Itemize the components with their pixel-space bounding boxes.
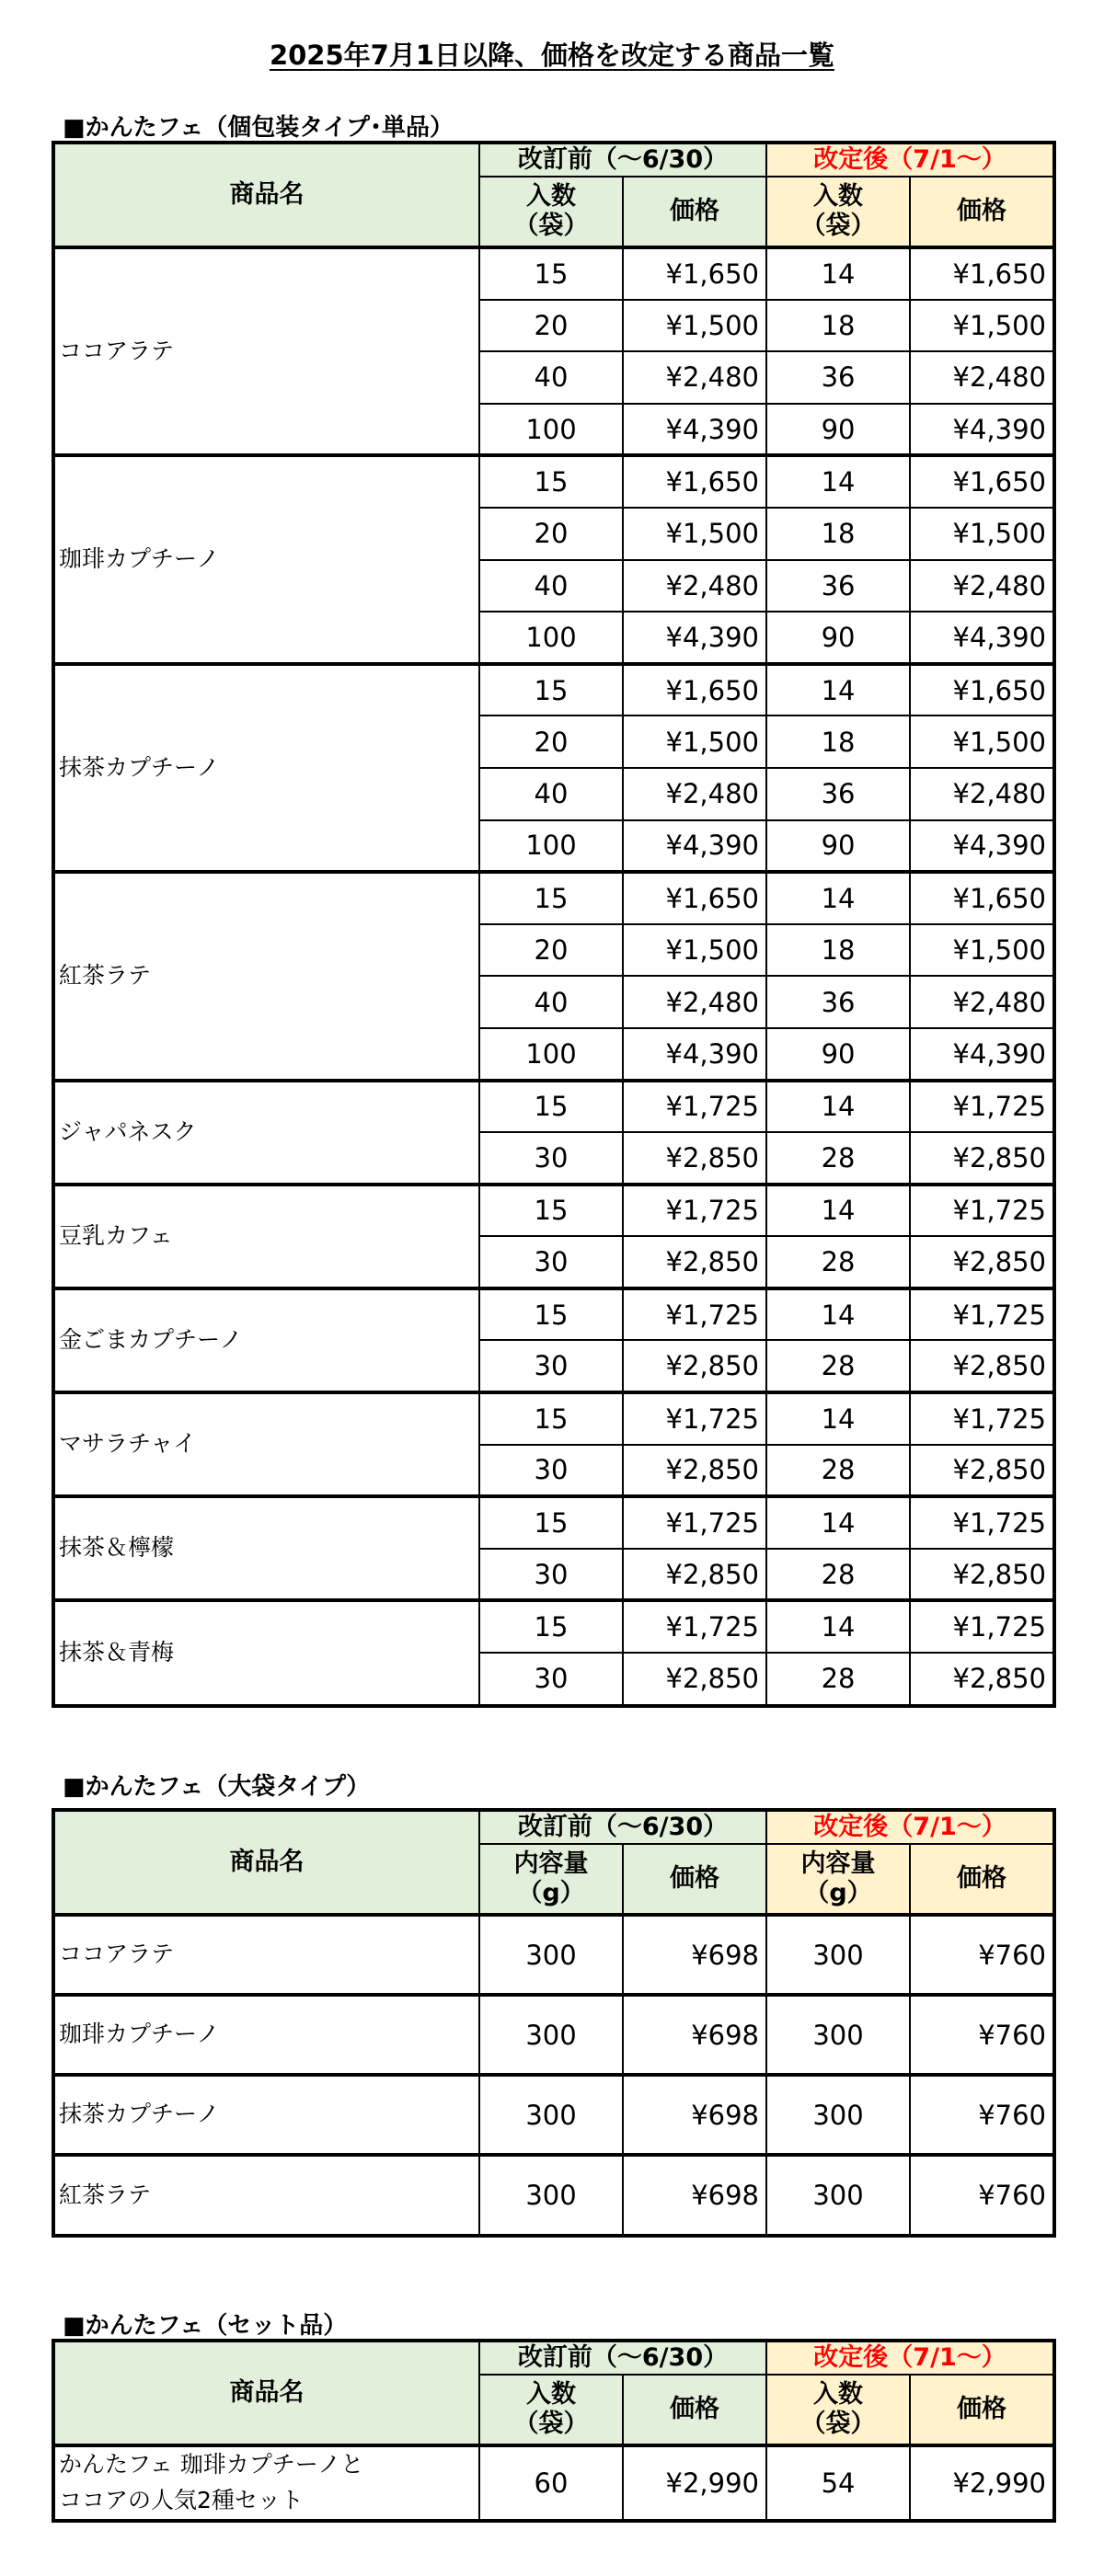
price-after-cell: ¥2,480 — [910, 560, 1053, 613]
qty-after-cell: 14 — [766, 247, 910, 300]
column-header-product-name: 商品名 — [54, 2341, 479, 2445]
qty-after-cell: 14 — [766, 1185, 910, 1237]
price-before-cell: ¥1,650 — [623, 872, 766, 924]
column-header-price-after: 価格 — [910, 2375, 1053, 2445]
column-header-product-name: 商品名 — [54, 143, 479, 247]
column-header-qty-before: 内容量 （g） — [479, 1844, 623, 1915]
qty-after-cell: 18 — [766, 508, 910, 560]
price-before-cell: ¥1,650 — [623, 247, 766, 300]
qty-before-cell: 15 — [479, 1600, 623, 1653]
qty-before-cell: 15 — [479, 455, 623, 508]
price-after-cell: ¥1,725 — [910, 1496, 1053, 1549]
price-before-cell: ¥1,725 — [623, 1600, 766, 1653]
price-before-cell: ¥1,725 — [623, 1288, 766, 1341]
qty-before-cell: 30 — [479, 1236, 623, 1288]
table-row — [54, 1288, 1053, 1341]
price-after-cell: ¥4,390 — [910, 404, 1053, 456]
qty-after-cell: 90 — [766, 404, 910, 456]
price-after-cell: ¥2,850 — [910, 1549, 1053, 1601]
qty-before-cell: 15 — [479, 664, 623, 716]
qty-before-cell: 100 — [479, 612, 623, 664]
price-after-cell: ¥2,850 — [910, 1653, 1053, 1705]
qty-before-cell: 300 — [479, 2075, 623, 2155]
price-before-cell: ¥1,725 — [623, 1392, 766, 1445]
product-name-cell: マサラチャイ — [54, 1392, 479, 1496]
price-before-cell: ¥1,500 — [623, 924, 766, 977]
column-header-after: 改定後（7/1～） — [766, 143, 1053, 177]
table-row — [54, 1600, 1053, 1653]
column-header-price-before: 価格 — [623, 177, 766, 247]
qty-after-cell: 18 — [766, 300, 910, 352]
qty-before-cell: 30 — [479, 1132, 623, 1185]
column-header-price-after: 価格 — [910, 1844, 1053, 1915]
qty-before-cell: 300 — [479, 2155, 623, 2235]
column-header-qty-before: 入数 （袋） — [479, 2375, 623, 2445]
qty-after-cell: 18 — [766, 924, 910, 977]
qty-before-cell: 15 — [479, 1185, 623, 1237]
qty-before-cell: 15 — [479, 1081, 623, 1133]
page-title: 2025年7月1日以降、価格を改定する商品一覧 — [269, 40, 835, 71]
table-row — [54, 2075, 1053, 2155]
price-table-large-bag — [53, 1810, 1054, 2236]
price-before-cell: ¥1,725 — [623, 1496, 766, 1549]
price-before-cell: ¥1,500 — [623, 300, 766, 352]
column-header-after: 改定後（7/1～） — [766, 1811, 1053, 1844]
price-after-cell: ¥1,650 — [910, 664, 1053, 716]
price-before-cell: ¥2,850 — [623, 1653, 766, 1705]
price-after-cell: ¥760 — [910, 1995, 1053, 2075]
column-header-qty-before: 入数 （袋） — [479, 177, 623, 247]
table-row — [54, 872, 1053, 924]
product-name-cell: 抹茶カプチーノ — [54, 664, 479, 872]
column-header-price-before: 価格 — [623, 2375, 766, 2445]
price-after-cell: ¥4,390 — [910, 1028, 1053, 1081]
column-header-price-after: 価格 — [910, 177, 1053, 247]
price-after-cell: ¥2,480 — [910, 976, 1053, 1028]
column-header-qty-after: 内容量 （g） — [766, 1844, 910, 1915]
price-before-cell: ¥1,650 — [623, 664, 766, 716]
qty-before-cell: 20 — [479, 924, 623, 977]
price-before-cell: ¥2,850 — [623, 1445, 766, 1497]
price-after-cell: ¥1,650 — [910, 455, 1053, 508]
qty-after-cell: 28 — [766, 1549, 910, 1601]
qty-after-cell: 28 — [766, 1236, 910, 1288]
table-row — [54, 455, 1053, 508]
price-after-cell: ¥760 — [910, 1915, 1053, 1995]
qty-before-cell: 100 — [479, 1028, 623, 1081]
price-after-cell: ¥1,650 — [910, 247, 1053, 300]
qty-after-cell: 28 — [766, 1132, 910, 1185]
section-title-large-bag: ■かんたフェ（大袋タイプ） — [63, 1773, 371, 1801]
price-table-individual — [53, 143, 1054, 1706]
price-before-cell: ¥2,850 — [623, 1132, 766, 1185]
product-name-cell: 金ごまカプチーノ — [54, 1288, 479, 1392]
qty-after-cell: 36 — [766, 560, 910, 613]
table-row — [54, 1185, 1053, 1237]
qty-after-cell: 14 — [766, 455, 910, 508]
price-after-cell: ¥760 — [910, 2075, 1053, 2155]
product-name-cell: 抹茶カプチーノ — [54, 2075, 479, 2155]
qty-before-cell: 60 — [479, 2445, 623, 2520]
price-before-cell: ¥2,990 — [623, 2445, 766, 2520]
column-header-before: 改訂前（～6/30） — [479, 143, 766, 177]
qty-before-cell: 30 — [479, 1653, 623, 1705]
product-name-cell: 抹茶＆檸檬 — [54, 1496, 479, 1600]
table-row — [54, 1392, 1053, 1445]
qty-after-cell: 14 — [766, 1288, 910, 1341]
qty-before-cell: 40 — [479, 560, 623, 613]
table-row — [54, 1081, 1053, 1133]
price-after-cell: ¥2,850 — [910, 1340, 1053, 1392]
table-row — [54, 1496, 1053, 1549]
price-before-cell: ¥698 — [623, 2075, 766, 2155]
price-after-cell: ¥2,850 — [910, 1236, 1053, 1288]
price-after-cell: ¥2,850 — [910, 1132, 1053, 1185]
price-before-cell: ¥4,390 — [623, 404, 766, 456]
table-row — [54, 664, 1053, 716]
price-before-cell: ¥1,725 — [623, 1185, 766, 1237]
price-before-cell: ¥4,390 — [623, 1028, 766, 1081]
product-name-cell: 紅茶ラテ — [54, 872, 479, 1080]
price-after-cell: ¥1,500 — [910, 300, 1053, 352]
qty-before-cell: 30 — [479, 1445, 623, 1497]
price-after-cell: ¥4,390 — [910, 612, 1053, 664]
price-before-cell: ¥1,500 — [623, 716, 766, 768]
qty-before-cell: 300 — [479, 1915, 623, 1995]
qty-after-cell: 14 — [766, 872, 910, 924]
qty-after-cell: 300 — [766, 1995, 910, 2075]
column-header-before: 改訂前（～6/30） — [479, 2341, 766, 2375]
price-before-cell: ¥2,480 — [623, 351, 766, 404]
product-name-cell: 珈琲カプチーノ — [54, 1995, 479, 2075]
price-after-cell: ¥1,725 — [910, 1392, 1053, 1445]
price-before-cell: ¥1,725 — [623, 1081, 766, 1133]
qty-after-cell: 14 — [766, 1496, 910, 1549]
price-before-cell: ¥4,390 — [623, 612, 766, 664]
column-header-qty-after: 入数 （袋） — [766, 2375, 910, 2445]
header-row — [54, 1811, 1053, 1844]
qty-after-cell: 14 — [766, 1081, 910, 1133]
product-name-cell: 抹茶＆青梅 — [54, 1600, 479, 1704]
table-row — [54, 1915, 1053, 1995]
price-after-cell: ¥2,480 — [910, 768, 1053, 820]
qty-before-cell: 40 — [479, 768, 623, 820]
column-header-product-name: 商品名 — [54, 1811, 479, 1915]
qty-after-cell: 300 — [766, 2075, 910, 2155]
product-name-cell: ココアラテ — [54, 247, 479, 455]
qty-before-cell: 20 — [479, 508, 623, 560]
section-title-individual: ■かんたフェ（個包装タイプ･単品） — [63, 114, 454, 142]
qty-before-cell: 15 — [479, 872, 623, 924]
qty-after-cell: 14 — [766, 664, 910, 716]
price-before-cell: ¥4,390 — [623, 820, 766, 873]
price-before-cell: ¥2,850 — [623, 1549, 766, 1601]
column-header-price-before: 価格 — [623, 1844, 766, 1915]
table-row — [54, 247, 1053, 300]
qty-after-cell: 54 — [766, 2445, 910, 2520]
price-after-cell: ¥1,725 — [910, 1185, 1053, 1237]
column-header-qty-after: 入数 （袋） — [766, 177, 910, 247]
section-title-set: ■かんたフェ（セット品） — [63, 2312, 348, 2340]
qty-before-cell: 15 — [479, 1392, 623, 1445]
qty-after-cell: 90 — [766, 612, 910, 664]
qty-after-cell: 36 — [766, 976, 910, 1028]
product-name-cell: かんたフェ 珈琲カプチーノと ココアの人気2種セット — [54, 2445, 479, 2520]
column-header-before: 改訂前（～6/30） — [479, 1811, 766, 1844]
price-after-cell: ¥2,850 — [910, 1445, 1053, 1497]
header-row — [54, 2341, 1053, 2375]
qty-before-cell: 30 — [479, 1549, 623, 1601]
qty-before-cell: 100 — [479, 404, 623, 456]
qty-before-cell: 15 — [479, 247, 623, 300]
qty-before-cell: 100 — [479, 820, 623, 873]
qty-before-cell: 300 — [479, 1995, 623, 2075]
qty-before-cell: 40 — [479, 351, 623, 404]
product-name-cell: ココアラテ — [54, 1915, 479, 1995]
table-row — [54, 1995, 1053, 2075]
header-row — [54, 143, 1053, 177]
qty-before-cell: 20 — [479, 716, 623, 768]
price-after-cell: ¥760 — [910, 2155, 1053, 2235]
price-before-cell: ¥698 — [623, 2155, 766, 2235]
price-before-cell: ¥2,480 — [623, 976, 766, 1028]
qty-after-cell: 36 — [766, 351, 910, 404]
price-before-cell: ¥1,500 — [623, 508, 766, 560]
price-after-cell: ¥2,480 — [910, 351, 1053, 404]
qty-after-cell: 14 — [766, 1600, 910, 1653]
product-name-cell: ジャパネスク — [54, 1081, 479, 1185]
qty-before-cell: 40 — [479, 976, 623, 1028]
qty-after-cell: 300 — [766, 2155, 910, 2235]
price-after-cell: ¥4,390 — [910, 820, 1053, 873]
qty-before-cell: 15 — [479, 1496, 623, 1549]
qty-after-cell: 90 — [766, 820, 910, 873]
qty-after-cell: 300 — [766, 1915, 910, 1995]
product-name-cell: 豆乳カフェ — [54, 1185, 479, 1288]
price-before-cell: ¥698 — [623, 1995, 766, 2075]
price-after-cell: ¥1,725 — [910, 1288, 1053, 1341]
price-after-cell: ¥1,725 — [910, 1600, 1053, 1653]
qty-before-cell: 15 — [479, 1288, 623, 1341]
qty-before-cell: 30 — [479, 1340, 623, 1392]
qty-before-cell: 20 — [479, 300, 623, 352]
table-row — [54, 2445, 1053, 2520]
table-row — [54, 2155, 1053, 2235]
product-name-cell: 珈琲カプチーノ — [54, 455, 479, 663]
product-name-cell: 紅茶ラテ — [54, 2155, 479, 2235]
price-after-cell: ¥1,500 — [910, 508, 1053, 560]
price-after-cell: ¥1,725 — [910, 1081, 1053, 1133]
price-after-cell: ¥1,650 — [910, 872, 1053, 924]
qty-after-cell: 14 — [766, 1392, 910, 1445]
price-table-set — [53, 2341, 1054, 2521]
qty-after-cell: 18 — [766, 716, 910, 768]
price-after-cell: ¥1,500 — [910, 924, 1053, 977]
qty-after-cell: 28 — [766, 1445, 910, 1497]
price-before-cell: ¥2,850 — [623, 1236, 766, 1288]
price-before-cell: ¥2,480 — [623, 768, 766, 820]
column-header-after: 改定後（7/1～） — [766, 2341, 1053, 2375]
qty-after-cell: 90 — [766, 1028, 910, 1081]
price-before-cell: ¥2,480 — [623, 560, 766, 613]
qty-after-cell: 36 — [766, 768, 910, 820]
price-after-cell: ¥2,990 — [910, 2445, 1053, 2520]
qty-after-cell: 28 — [766, 1653, 910, 1705]
price-before-cell: ¥698 — [623, 1915, 766, 1995]
price-before-cell: ¥2,850 — [623, 1340, 766, 1392]
price-after-cell: ¥1,500 — [910, 716, 1053, 768]
qty-after-cell: 28 — [766, 1340, 910, 1392]
price-before-cell: ¥1,650 — [623, 455, 766, 508]
